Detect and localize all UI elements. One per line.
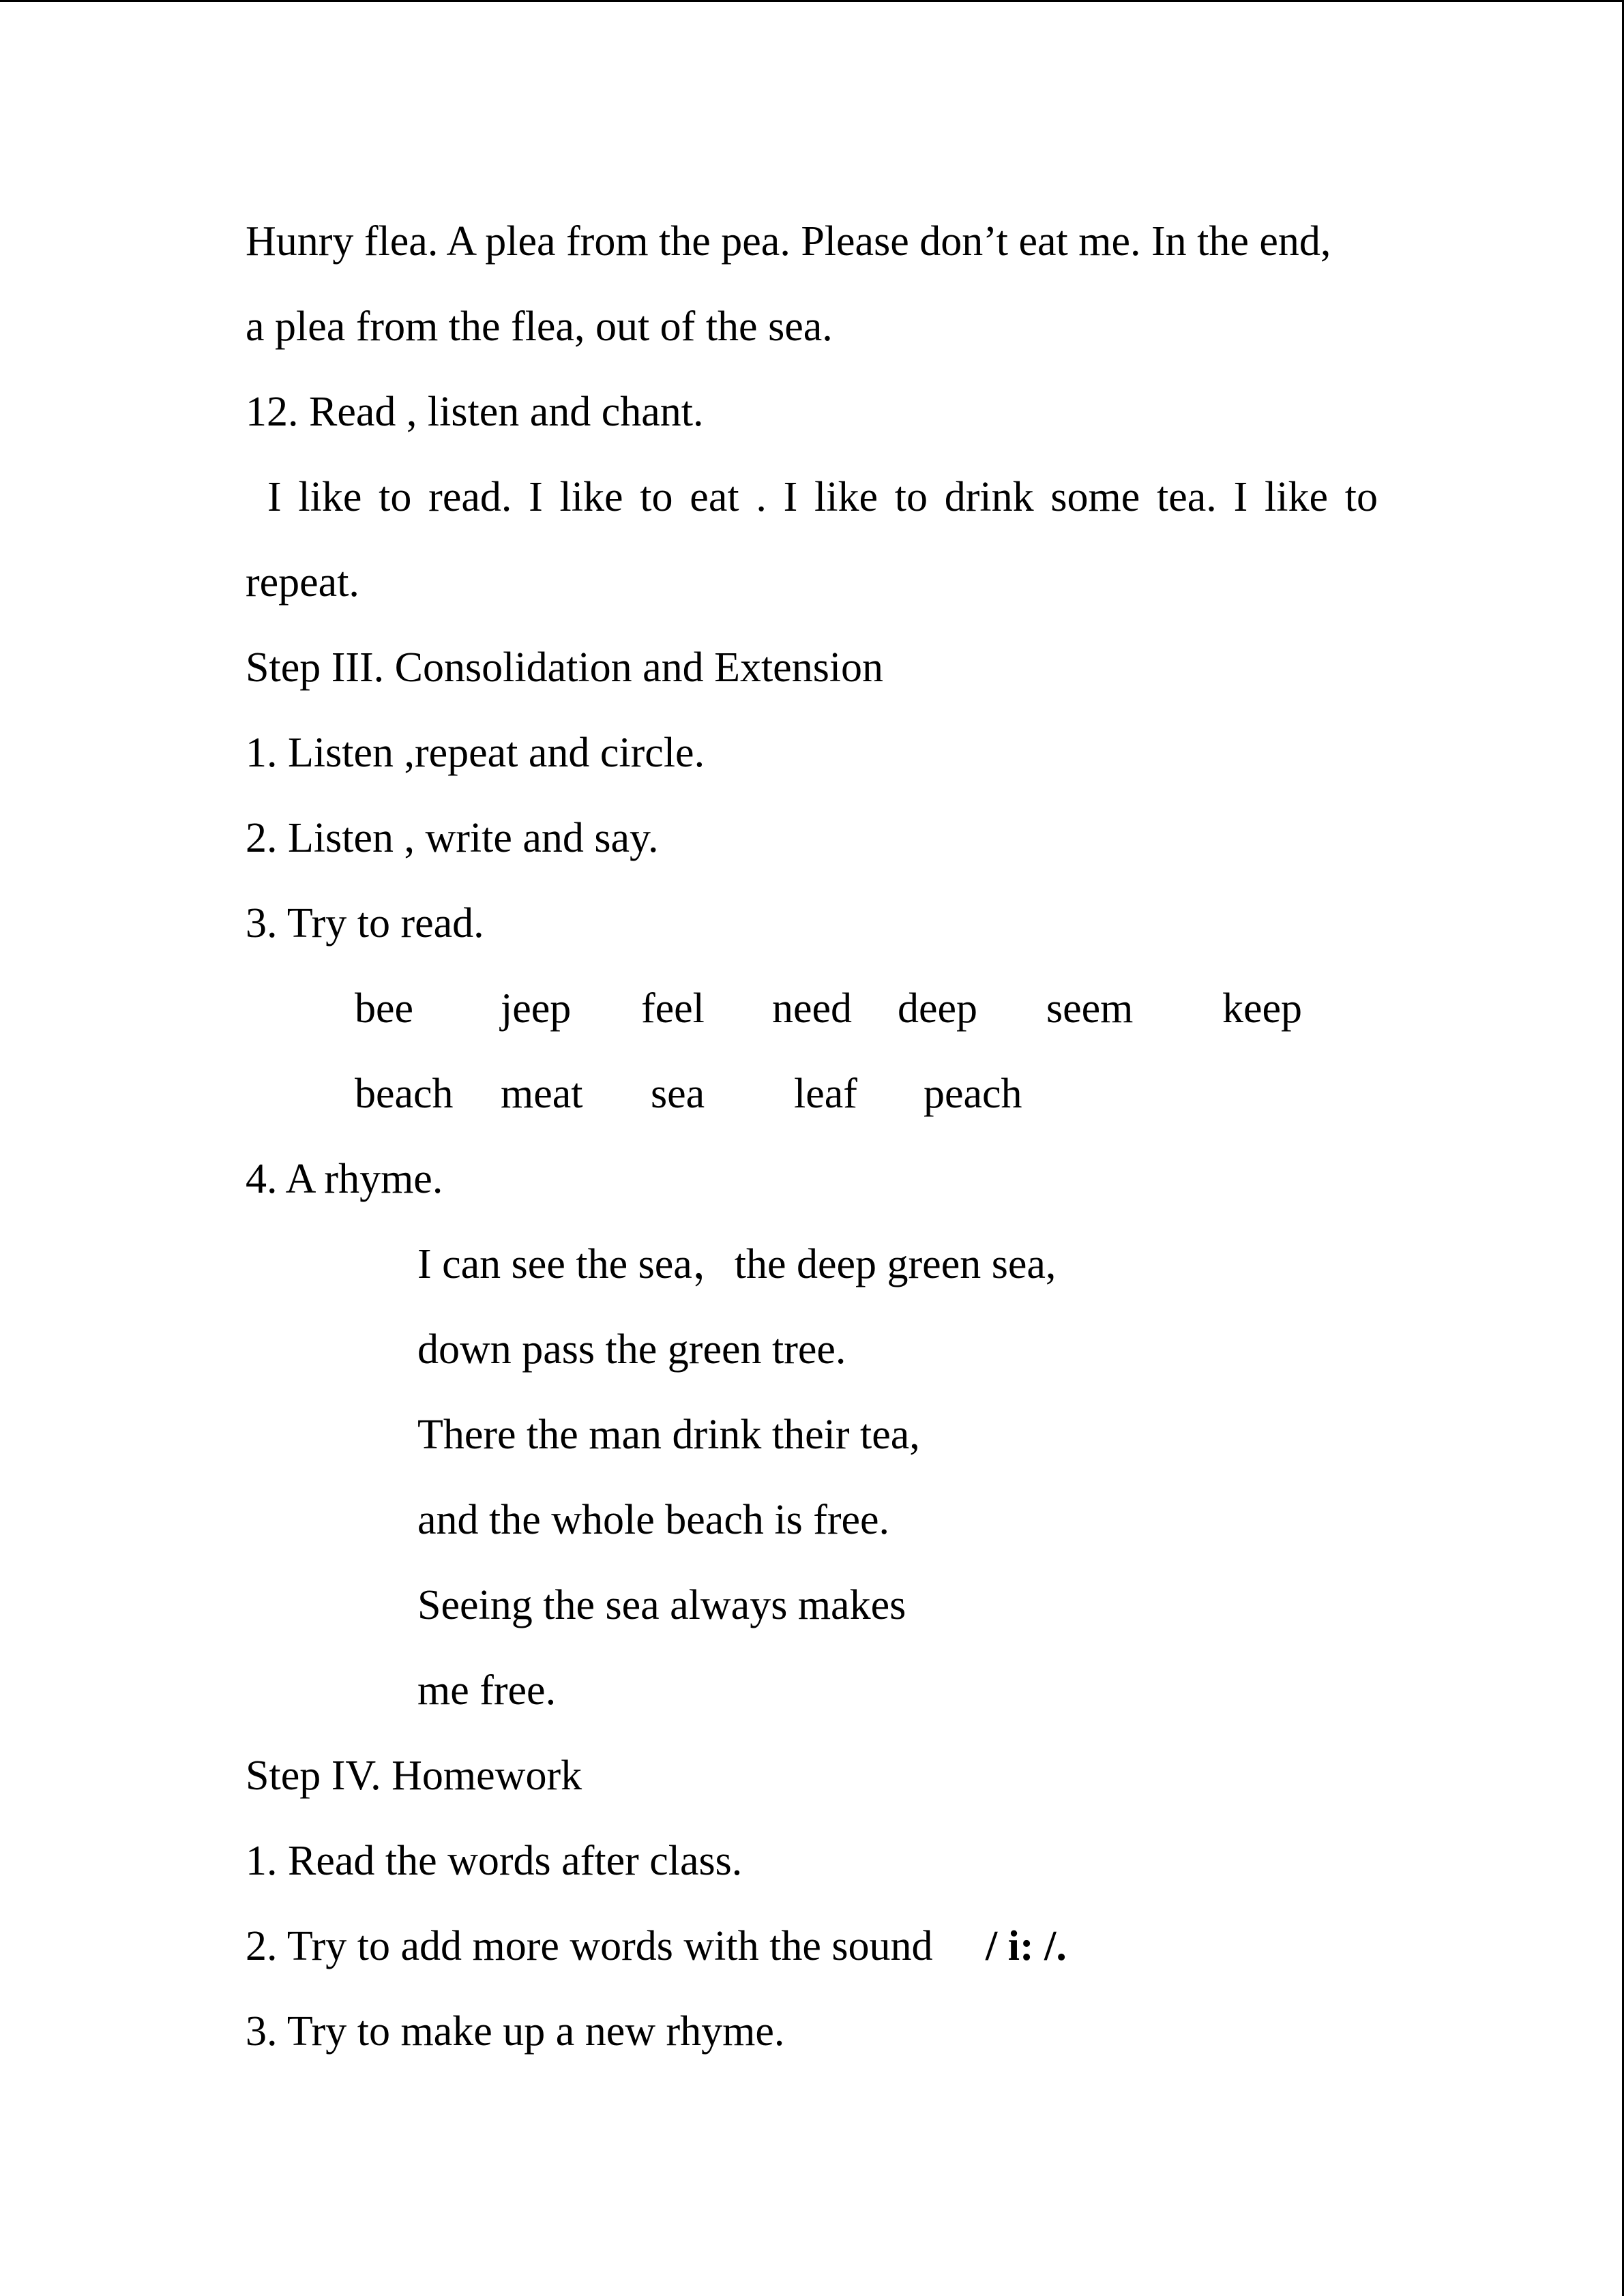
chant-line: repeat.: [246, 559, 359, 606]
rhyme-line: There the man drink their tea,: [417, 1412, 920, 1458]
rhyme-line: Seeing the sea always makes: [417, 1582, 906, 1628]
top-border: [0, 0, 1624, 2]
chant-word: I: [267, 474, 282, 520]
rhyme-line: I can see the sea，the deep green sea,: [417, 1241, 1057, 1287]
list-item: [246, 1925, 1067, 1967]
word-item: sea: [651, 1071, 705, 1117]
chant-word: .: [756, 474, 767, 520]
chant-word: eat: [690, 474, 739, 520]
word-item: leaf: [794, 1071, 857, 1117]
word-item: peach: [924, 1071, 1022, 1117]
chant-word: read.: [428, 474, 512, 520]
list-item: 1. Read the words after class.: [246, 1838, 743, 1884]
list-item: 4. A rhyme.: [246, 1156, 443, 1202]
word-item: jeep: [501, 985, 572, 1032]
rhyme-line: down pass the green tree.: [417, 1326, 846, 1373]
homework-text: 2. Try to add more words with the sound: [246, 1923, 933, 1969]
list-item: 2. Listen , write and say.: [246, 815, 659, 861]
chant-word: some: [1050, 474, 1140, 520]
chant-word: to: [640, 474, 673, 520]
section-heading: Step III. Consolidation and Extension: [246, 644, 884, 691]
chant-word: to: [379, 474, 412, 520]
phonetic-symbol: / i: /.: [986, 1923, 1067, 1969]
chant-word: I: [529, 474, 543, 520]
list-item: 3. Try to make up a new rhyme.: [246, 2008, 785, 2055]
word-item: seem: [1046, 985, 1134, 1032]
chant-word: like: [298, 474, 362, 520]
paragraph-line: a plea from the flea, out of the sea.: [246, 303, 833, 350]
rhyme-line: me free.: [417, 1667, 557, 1714]
list-item: 12. Read , listen and chant.: [246, 389, 704, 435]
chant-word: to: [894, 474, 928, 520]
word-item: bee: [355, 985, 414, 1032]
word-item: beach: [355, 1071, 454, 1117]
list-item: 3. Try to read.: [246, 900, 484, 946]
chant-word: I: [1233, 474, 1248, 520]
word-item: feel: [641, 985, 705, 1032]
chant-word: like: [1265, 474, 1328, 520]
section-heading: Step IV. Homework: [246, 1753, 582, 1799]
chant-word: to: [1344, 474, 1378, 520]
word-item: deep: [898, 985, 978, 1032]
paragraph-line: Hunry flea. A plea from the pea. Please don’t eat me. In the end,: [246, 218, 1331, 265]
word-item: meat: [501, 1071, 583, 1117]
rhyme-line: and the whole beach is free.: [417, 1497, 890, 1543]
chant-line: [267, 476, 1378, 518]
chant-word: drink: [944, 474, 1034, 520]
chant-word: tea.: [1157, 474, 1217, 520]
chant-word: like: [814, 474, 878, 520]
word-item: need: [772, 985, 853, 1032]
chant-word: like: [559, 474, 623, 520]
word-item: keep: [1222, 985, 1303, 1032]
chant-word: I: [783, 474, 798, 520]
list-item: 1. Listen ,repeat and circle.: [246, 730, 705, 776]
